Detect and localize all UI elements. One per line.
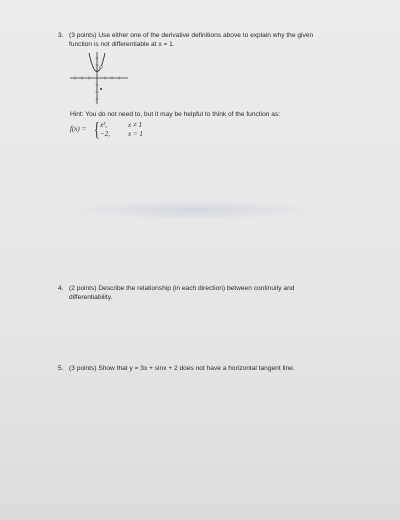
question-4-text-line2: differentiability. — [69, 294, 113, 301]
left-brace: { — [93, 119, 100, 141]
question-5-number: 5. — [58, 365, 64, 372]
faint-bleedthrough — [68, 200, 318, 220]
piecewise-case2-expr: −2, — [100, 130, 110, 138]
piecewise-case1-expr: x², — [100, 121, 107, 129]
question-4-text-line1: (2 points) Describe the relationship (in each direction) between continuity and — [69, 285, 295, 292]
piecewise-case1-cond: x ≠ 1 — [128, 121, 142, 129]
question-4-number: 4. — [58, 285, 64, 292]
question-3-number: 3. — [58, 32, 64, 39]
question-5-text: (3 points) Show that y = 3x + sinx + 2 does not have a horizontal tangent line. — [69, 365, 295, 372]
filled-point — [100, 88, 102, 90]
piecewise-case2-cond: x = 1 — [128, 130, 143, 138]
question-3-text-line2: function is not differentiable at x = 1. — [69, 41, 175, 48]
piecewise-lhs: f(x) = — [70, 125, 87, 133]
parabola-graph — [70, 50, 130, 106]
question-3-hint: Hint: You do not need to, but it may be helpful to think of the function as: — [70, 111, 281, 118]
question-3-text-line1: (3 points) Use either one of the derivative definitions above to explain why the given — [69, 32, 314, 39]
open-circle-point — [100, 66, 103, 69]
